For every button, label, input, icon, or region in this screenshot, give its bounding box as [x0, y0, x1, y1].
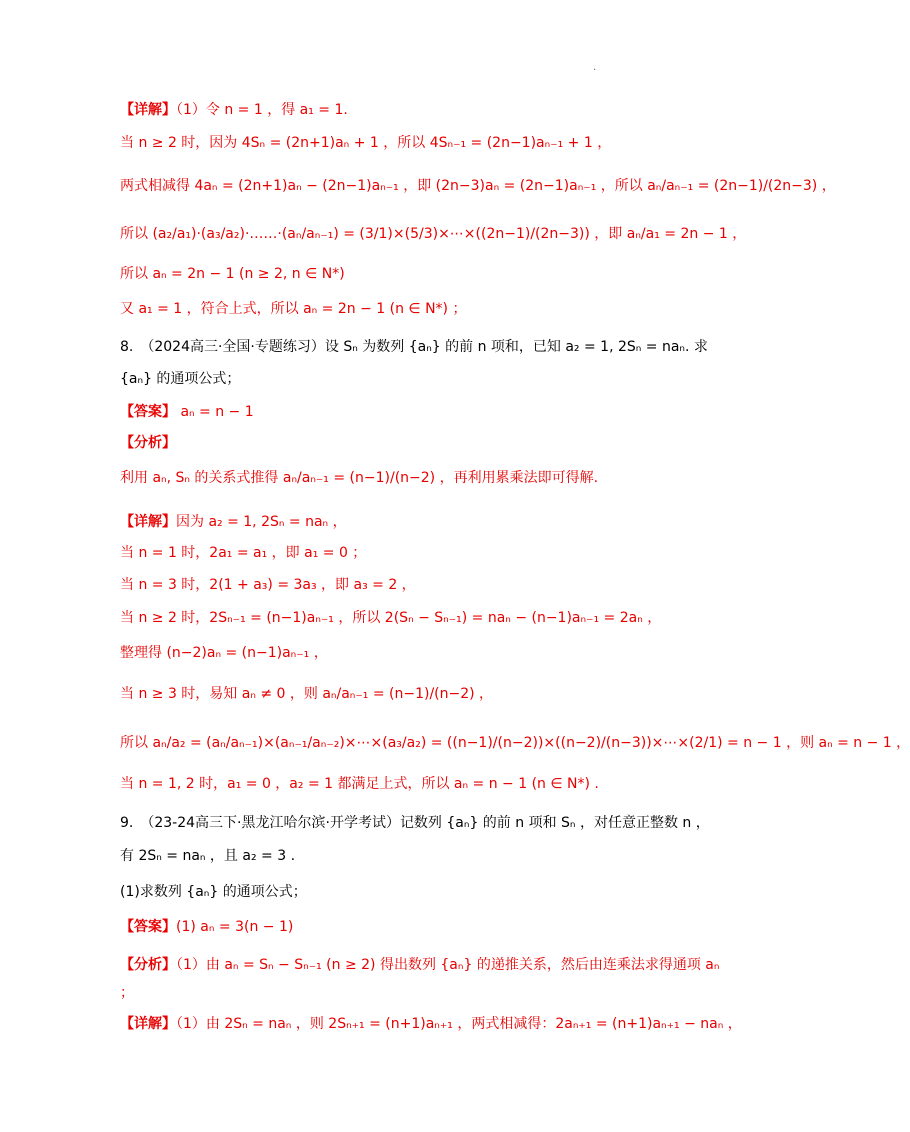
- line-text: 当 n = 1, 2 时，a₁ = 0 ，a₂ = 1 都满足上式，所以 aₙ = n − 1 (n ∈ N*) .: [120, 776, 599, 792]
- line-text: （1）由 aₙ = Sₙ − Sₙ₋₁ (n ≥ 2) 得出数列 {aₙ} 的递推关系，然后由连乘法求得通项 aₙ: [176, 957, 720, 973]
- text-line-l21: [120, 846, 680, 866]
- text-line-l13: [120, 543, 680, 563]
- text-line-l12: [120, 512, 680, 532]
- section-label: 【详解】: [120, 102, 176, 118]
- text-line-l8: [120, 369, 680, 389]
- text-line-l14: [120, 575, 680, 595]
- line-text: ；: [120, 985, 134, 1001]
- text-line-l26: [120, 1014, 742, 1034]
- line-text: （1）令 n = 1 ，得 a₁ = 1.: [176, 102, 348, 118]
- text-line-l3: [120, 176, 836, 196]
- line-text: 8. （2024高三·全国·专题练习）设 Sₙ 为数列 {aₙ} 的前 n 项和，已知 a₂ = 1, 2Sₙ = naₙ. 求: [120, 339, 708, 355]
- section-label: 【分析】: [120, 957, 176, 973]
- text-line-l20: [120, 813, 710, 833]
- line-text: {aₙ} 的通项公式；: [120, 371, 241, 387]
- text-line-l5: [120, 264, 680, 284]
- text-line-l16: [120, 643, 680, 663]
- section-label: 【详解】: [120, 1016, 176, 1032]
- text-line-l18: [120, 733, 910, 753]
- section-label: 【分析】: [120, 435, 176, 451]
- line-text: 当 n ≥ 2 时，因为 4Sₙ = (2n+1)aₙ + 1 ，所以 4Sₙ₋₁ = (2n−1)aₙ₋₁ + 1 ，: [120, 135, 612, 151]
- line-text: aₙ = n − 1: [176, 404, 254, 420]
- line-text: 两式相减得 4aₙ = (2n+1)aₙ − (2n−1)aₙ₋₁ ，即 (2n−3)aₙ = (2n−1)aₙ₋₁ ，所以 aₙ/aₙ₋₁ = (2n−1)/(2n−3) ，: [120, 178, 836, 194]
- line-text: 当 n = 1 时，2a₁ = a₁ ，即 a₁ = 0 ；: [120, 545, 367, 561]
- line-text: 整理得 (n−2)aₙ = (n−1)aₙ₋₁ ，: [120, 645, 328, 661]
- text-line-l9: [120, 402, 680, 422]
- line-text: 所以 aₙ = 2n − 1 (n ≥ 2, n ∈ N*): [120, 266, 345, 282]
- line-text: 所以 (a₂/a₁)·(a₃/a₂)·……·(aₙ/aₙ₋₁) = (3/1)×(5/3)×⋯×((2n−1)/(2n−3)) ，即 aₙ/a₁ = 2n − 1 ，: [120, 226, 747, 242]
- text-line-l7: [120, 337, 708, 357]
- text-line-l11: [120, 468, 680, 488]
- section-label: 【详解】: [120, 514, 176, 530]
- text-line-l15: [120, 608, 680, 628]
- text-line-l23: [120, 917, 680, 937]
- text-line-l2: [120, 133, 680, 153]
- line-text: (1)求数列 {aₙ} 的通项公式；: [120, 884, 307, 900]
- line-text: (1) aₙ = 3(n − 1): [176, 919, 294, 935]
- text-line-l1: [120, 100, 680, 120]
- corner-mark: .: [593, 62, 597, 73]
- line-text: 利用 aₙ, Sₙ 的关系式推得 aₙ/aₙ₋₁ = (n−1)/(n−2) ，再利用累乘法即可得解.: [120, 470, 599, 486]
- line-text: 所以 aₙ/a₂ = (aₙ/aₙ₋₁)×(aₙ₋₁/aₙ₋₂)×⋯×(a₃/a₂) = ((n−1)/(n−2))×((n−2)/(n−3))×⋯×(2/1) = n − 1 ，则 aₙ = n − 1 ，: [120, 735, 910, 751]
- line-text: 又 a₁ = 1 ，符合上式，所以 aₙ = 2n − 1 (n ∈ N*) ；: [120, 301, 467, 317]
- text-line-l19: [120, 774, 680, 794]
- line-text: 9. （23-24高三下·黑龙江哈尔滨·开学考试）记数列 {aₙ} 的前 n 项和 Sₙ ，对任意正整数 n ，: [120, 815, 710, 831]
- line-text: 当 n ≥ 2 时，2Sₙ₋₁ = (n−1)aₙ₋₁ ，所以 2(Sₙ − Sₙ₋₁) = naₙ − (n−1)aₙ₋₁ = 2aₙ ，: [120, 610, 662, 626]
- line-text: （1）由 2Sₙ = naₙ ，则 2Sₙ₊₁ = (n+1)aₙ₊₁ ，两式相减得：2aₙ₊₁ = (n+1)aₙ₊₁ − naₙ ，: [176, 1016, 742, 1032]
- text-line-l4: [120, 224, 747, 244]
- line-text: 当 n ≥ 3 时，易知 aₙ ≠ 0 ，则 aₙ/aₙ₋₁ = (n−1)/(n−2) ，: [120, 686, 494, 702]
- line-text: 有 2Sₙ = naₙ ，且 a₂ = 3 .: [120, 848, 296, 864]
- text-line-l22: [120, 882, 680, 902]
- section-label: 【答案】: [120, 404, 176, 420]
- text-line-l24: [120, 955, 720, 975]
- text-line-l6: [120, 299, 680, 319]
- text-line-l25: [120, 983, 680, 1003]
- text-line-l10: [120, 433, 680, 453]
- text-line-l17: [120, 684, 680, 704]
- line-text: 当 n = 3 时，2(1 + a₃) = 3a₃ ，即 a₃ = 2 ，: [120, 577, 416, 593]
- section-label: 【答案】: [120, 919, 176, 935]
- line-text: 因为 a₂ = 1, 2Sₙ = naₙ ，: [176, 514, 347, 530]
